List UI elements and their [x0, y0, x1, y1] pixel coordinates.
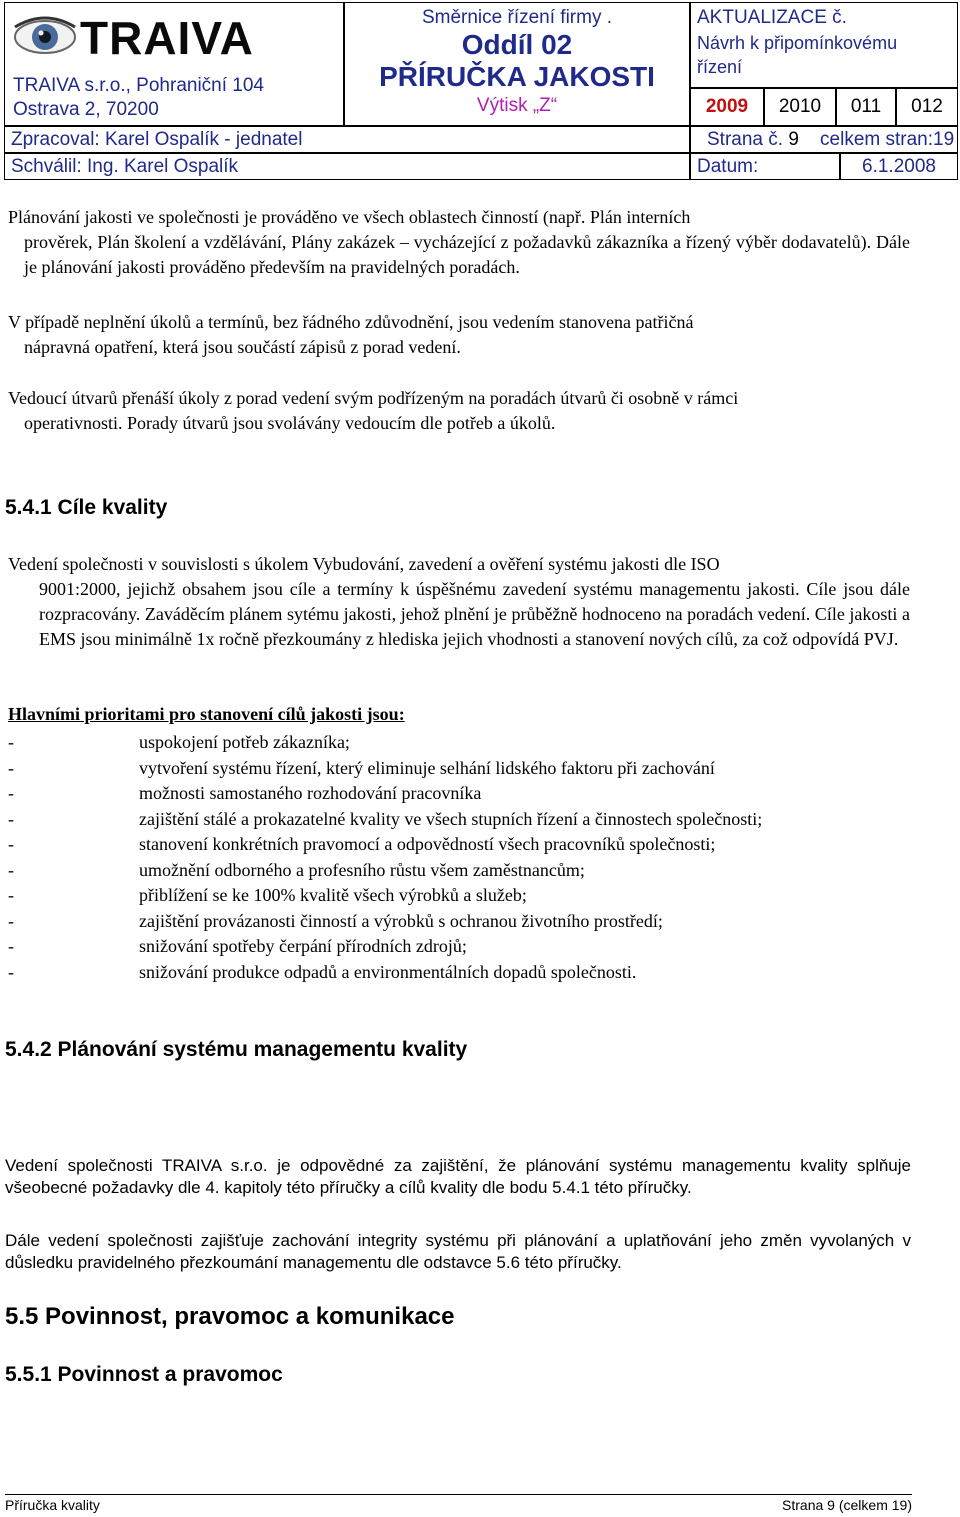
draft-label: Návrh k připomínkovému řízení	[697, 33, 898, 77]
priorities-list	[8, 730, 928, 985]
year-cell: 2009	[690, 88, 764, 126]
paragraph-first-line: Vedení společnosti v souvislosti s úkolem Vybudování, zavedení a ověření systému jakosti dle ISO	[8, 554, 720, 574]
paragraph-first-line: Plánování jakosti ve společnosti je prováděno ve všech oblastech činností (např. Plán interních	[8, 207, 691, 227]
list-dash: -	[8, 834, 14, 854]
manual-title: PŘÍRUČKA JAKOSTI	[379, 61, 655, 92]
list-item: - přiblížení se ke 100% kvalitě všech výrobků a služeb;	[8, 883, 928, 909]
document-title-cell	[344, 2, 690, 126]
update-cell	[690, 2, 958, 88]
document-header	[4, 2, 958, 180]
list-dash: -	[8, 732, 14, 752]
paragraph-corrective	[8, 310, 910, 360]
copy-label: Výtisk „Z“	[476, 95, 558, 116]
list-item: - vytvoření systému řízení, který eliminuje selhání lidského faktoru při zachování	[8, 756, 928, 782]
company-address: TRAIVA s.r.o., Pohraniční 104	[13, 75, 264, 96]
page-number: 9	[788, 129, 799, 150]
heading-5-4-2: 5.4.2 Plánování systému managementu kvality	[5, 1038, 468, 1061]
footer-doc-name: Příručka kvality	[5, 1497, 100, 1513]
paragraph-qms-planning: Vedení společnosti TRAIVA s.r.o. je odpovědné za zajištění, že plánování systému managementu kvality splňuje všeobecné požadavky dle 4. kapitoly této příručky a cílů kvality dle bodu 5.4.1 této příručky.	[5, 1156, 911, 1197]
list-dash: -	[8, 910, 14, 931]
page-footer	[5, 1494, 912, 1513]
heading-5-4-1: 5.4.1 Cíle kvality	[5, 496, 168, 519]
list-dash: -	[8, 783, 14, 803]
paragraph-continuation: operativnosti. Porady útvarů jsou svolávány vedoucím dle potřeb a úkolů.	[24, 413, 556, 433]
paragraph-first-line: Vedoucí útvarů přenáší úkoly z porad vedení svým podřízeným na poradách útvarů či osobně v rámci	[8, 388, 739, 408]
list-item: - umožnění odborného a profesního růstu všem zaměstnancům;	[8, 858, 928, 884]
company-logo-cell	[4, 2, 344, 126]
paragraph-first-line: V případě neplnění úkolů a termínů, bez řádného zdůvodnění, jsou vedením stanovena patřičná	[8, 312, 694, 332]
page-info-cell	[690, 126, 958, 153]
paragraph-integrity: Dále vedení společnosti zajišťuje zachování integrity systému při plánování a uplatňování jeho změn vyvolaných v důsledku pravidelného přezkoumání managementu dle odstavce 5.6 této příručky.	[5, 1231, 911, 1272]
approved-by: Schválil: Ing. Karel Ospalík	[4, 153, 690, 180]
footer-page-number: Strana 9 (celkem 19)	[782, 1497, 912, 1513]
list-item: - snižování spotřeby čerpání přírodních zdrojů;	[8, 934, 928, 960]
update-label: AKTUALIZACE č.	[697, 7, 847, 28]
list-item: - snižování produkce odpadů a environmentálních dopadů společnosti.	[8, 960, 928, 986]
brand-name: TRAIVA	[80, 12, 254, 64]
list-item: - možnosti samostaného rozhodování pracovníka	[8, 781, 928, 807]
section-number: Oddíl 02	[461, 29, 573, 60]
heading-5-5-1: 5.5.1 Povinnost a pravomoc	[5, 1363, 283, 1386]
paragraph-continuation: 9001:2000, jejichž obsahem jsou cíle a termíny k úspěšnému zavedení systému managementu jakosti. Cíle jsou dále rozpracovány. Zaváděcím plánem sytému jakosti, jehož plnění je průběžně hodnoceno na poradách vedení. Cíle jakosti a EMS jsou minimálně 1x ročně přezkoumány z hlediska jejich vhodnosti a stanovení nových cílů, za což odpovídá PVJ.	[39, 579, 910, 649]
total-pages: celkem stran:19	[820, 129, 955, 150]
date-value: 6.1.2008	[840, 153, 958, 180]
prepared-by: Zpracoval: Karel Ospalík - jednatel	[4, 126, 690, 153]
eye-logo-icon	[13, 13, 77, 59]
paragraph-planning	[8, 205, 910, 280]
list-dash: -	[8, 961, 14, 982]
list-dash: -	[8, 859, 14, 880]
company-city: Ostrava 2, 70200	[13, 99, 159, 120]
year-cell: 2010	[764, 88, 836, 126]
page-label: Strana č.	[707, 129, 784, 150]
list-dash: -	[8, 936, 14, 956]
paragraph-quality-goals	[8, 552, 910, 652]
year-cell: 011	[836, 88, 896, 126]
list-item: - uspokojení potřeb zákazníka;	[8, 730, 928, 756]
list-item: - zajištění stálé a prokazatelné kvality ve všech stupních řízení a činnostech společnosti;	[8, 807, 928, 833]
priorities-heading: Hlavními prioritami pro stanovení cílů jakosti jsou:	[8, 704, 405, 724]
paragraph-department	[8, 386, 910, 436]
doc-type: Směrnice řízení firmy .	[421, 7, 613, 28]
list-item: - stanovení konkrétních pravomocí a odpovědností všech pracovníků společnosti;	[8, 832, 928, 858]
date-label: Datum:	[690, 153, 840, 180]
paragraph-continuation: nápravná opatření, která jsou součástí zápisů z porad vedení.	[24, 337, 461, 357]
paragraph-continuation: prověrek, Plán školení a vzdělávání, Plány zakázek – vycházející z požadavků zákazníka a řízený výběr dodavatelů). Dále je plánování jakosti prováděno především na pravidelných poradách.	[24, 232, 910, 277]
list-dash: -	[8, 757, 14, 778]
year-cell: 012	[896, 88, 958, 126]
list-dash: -	[8, 885, 14, 905]
list-dash: -	[8, 808, 14, 829]
list-item: - zajištění provázanosti činností a výrobků s ochranou životního prostředí;	[8, 909, 928, 935]
heading-5-5: 5.5 Povinnost, pravomoc a komunikace	[5, 1303, 455, 1330]
